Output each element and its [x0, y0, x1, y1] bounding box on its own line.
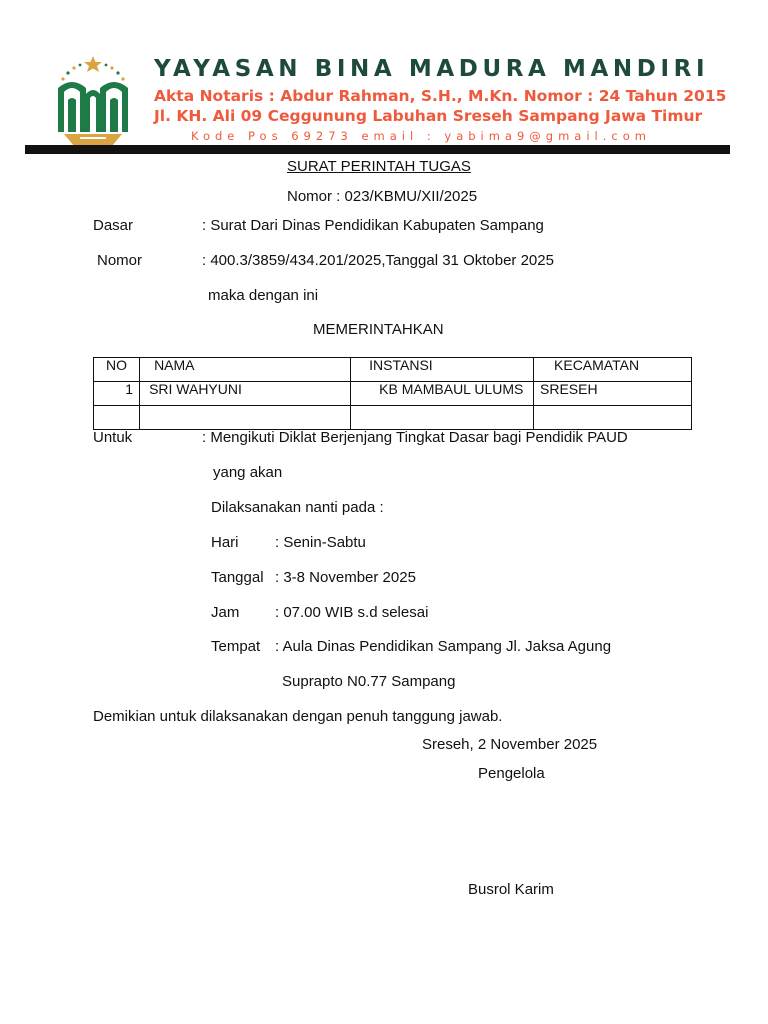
header-instansi: INSTANSI — [351, 358, 534, 382]
place-date: Sreseh, 2 November 2025 — [422, 736, 598, 753]
header-kecamatan: KECAMATAN — [534, 358, 692, 382]
tempat-value: : Aula Dinas Pendidikan Sampang Jl. Jaksa Agung — [275, 638, 612, 655]
dilaksanakan-text: Dilaksanakan nanti pada : — [211, 499, 384, 516]
table-header-row — [94, 358, 692, 382]
tanggal-value: : 3-8 November 2025 — [275, 569, 416, 586]
yang-akan-text: yang akan — [213, 464, 283, 481]
cell-no: 1 — [94, 382, 140, 406]
cell-instansi: KB MAMBAUL ULUMS — [351, 382, 534, 406]
hari-value: : Senin-Sabtu — [275, 534, 366, 551]
cell-nama: SRI WAHYUNI — [140, 382, 351, 406]
tempat-label: Tempat — [211, 638, 261, 655]
letterhead-divider — [25, 145, 730, 154]
table-row — [94, 382, 692, 406]
cell-empty — [94, 406, 140, 430]
hari-label: Hari — [211, 534, 239, 551]
untuk-label: Untuk — [93, 429, 133, 446]
cell-empty — [534, 406, 692, 430]
address-line: Jl. KH. Ali 09 Ceggunung Labuhan Sreseh Sampang Jawa Timur — [154, 107, 703, 125]
organization-name: YAYASAN BINA MADURA MANDIRI — [154, 56, 710, 82]
jam-value: : 07.00 WIB s.d selesai — [275, 604, 429, 621]
table-row-empty — [94, 406, 692, 430]
document-number: Nomor : 023/KBMU/XII/2025 — [287, 188, 478, 205]
dasar-label: Dasar — [93, 217, 134, 234]
header-no: NO — [94, 358, 140, 382]
header-nama: NAMA — [140, 358, 351, 382]
document-title: SURAT PERINTAH TUGAS — [287, 158, 471, 175]
closing-text: Demikian untuk dilaksanakan dengan penuh tanggung jawab. — [93, 708, 503, 725]
nomor-label: Nomor — [97, 252, 143, 269]
cell-empty — [140, 406, 351, 430]
cell-empty — [351, 406, 534, 430]
dasar-value: : Surat Dari Dinas Pendidikan Kabupaten Sampang — [202, 217, 544, 234]
nomor-value: : 400.3/3859/434.201/2025,Tanggal 31 Oktober 2025 — [202, 252, 554, 269]
maka-text: maka dengan ini — [208, 287, 319, 304]
tempat-continuation: Suprapto N0.77 Sampang — [282, 673, 456, 690]
signer-role: Pengelola — [478, 765, 545, 782]
cell-kecamatan: SRESEH — [534, 382, 692, 406]
assignment-table — [93, 357, 692, 430]
contact-line: Kode Pos 69273 email : yabima9@gmail.com — [191, 129, 651, 143]
tanggal-label: Tanggal — [211, 569, 264, 586]
notary-line: Akta Notaris : Abdur Rahman, S.H., M.Kn. Nomor : 24 Tahun 2015 — [154, 87, 727, 105]
jam-label: Jam — [211, 604, 240, 621]
memerintahkan-heading: MEMERINTAHKAN — [313, 321, 444, 338]
organization-logo — [50, 52, 136, 148]
signer-name: Busrol Karim — [468, 881, 554, 898]
untuk-value: : Mengikuti Diklat Berjenjang Tingkat Dasar bagi Pendidik PAUD — [202, 429, 628, 446]
